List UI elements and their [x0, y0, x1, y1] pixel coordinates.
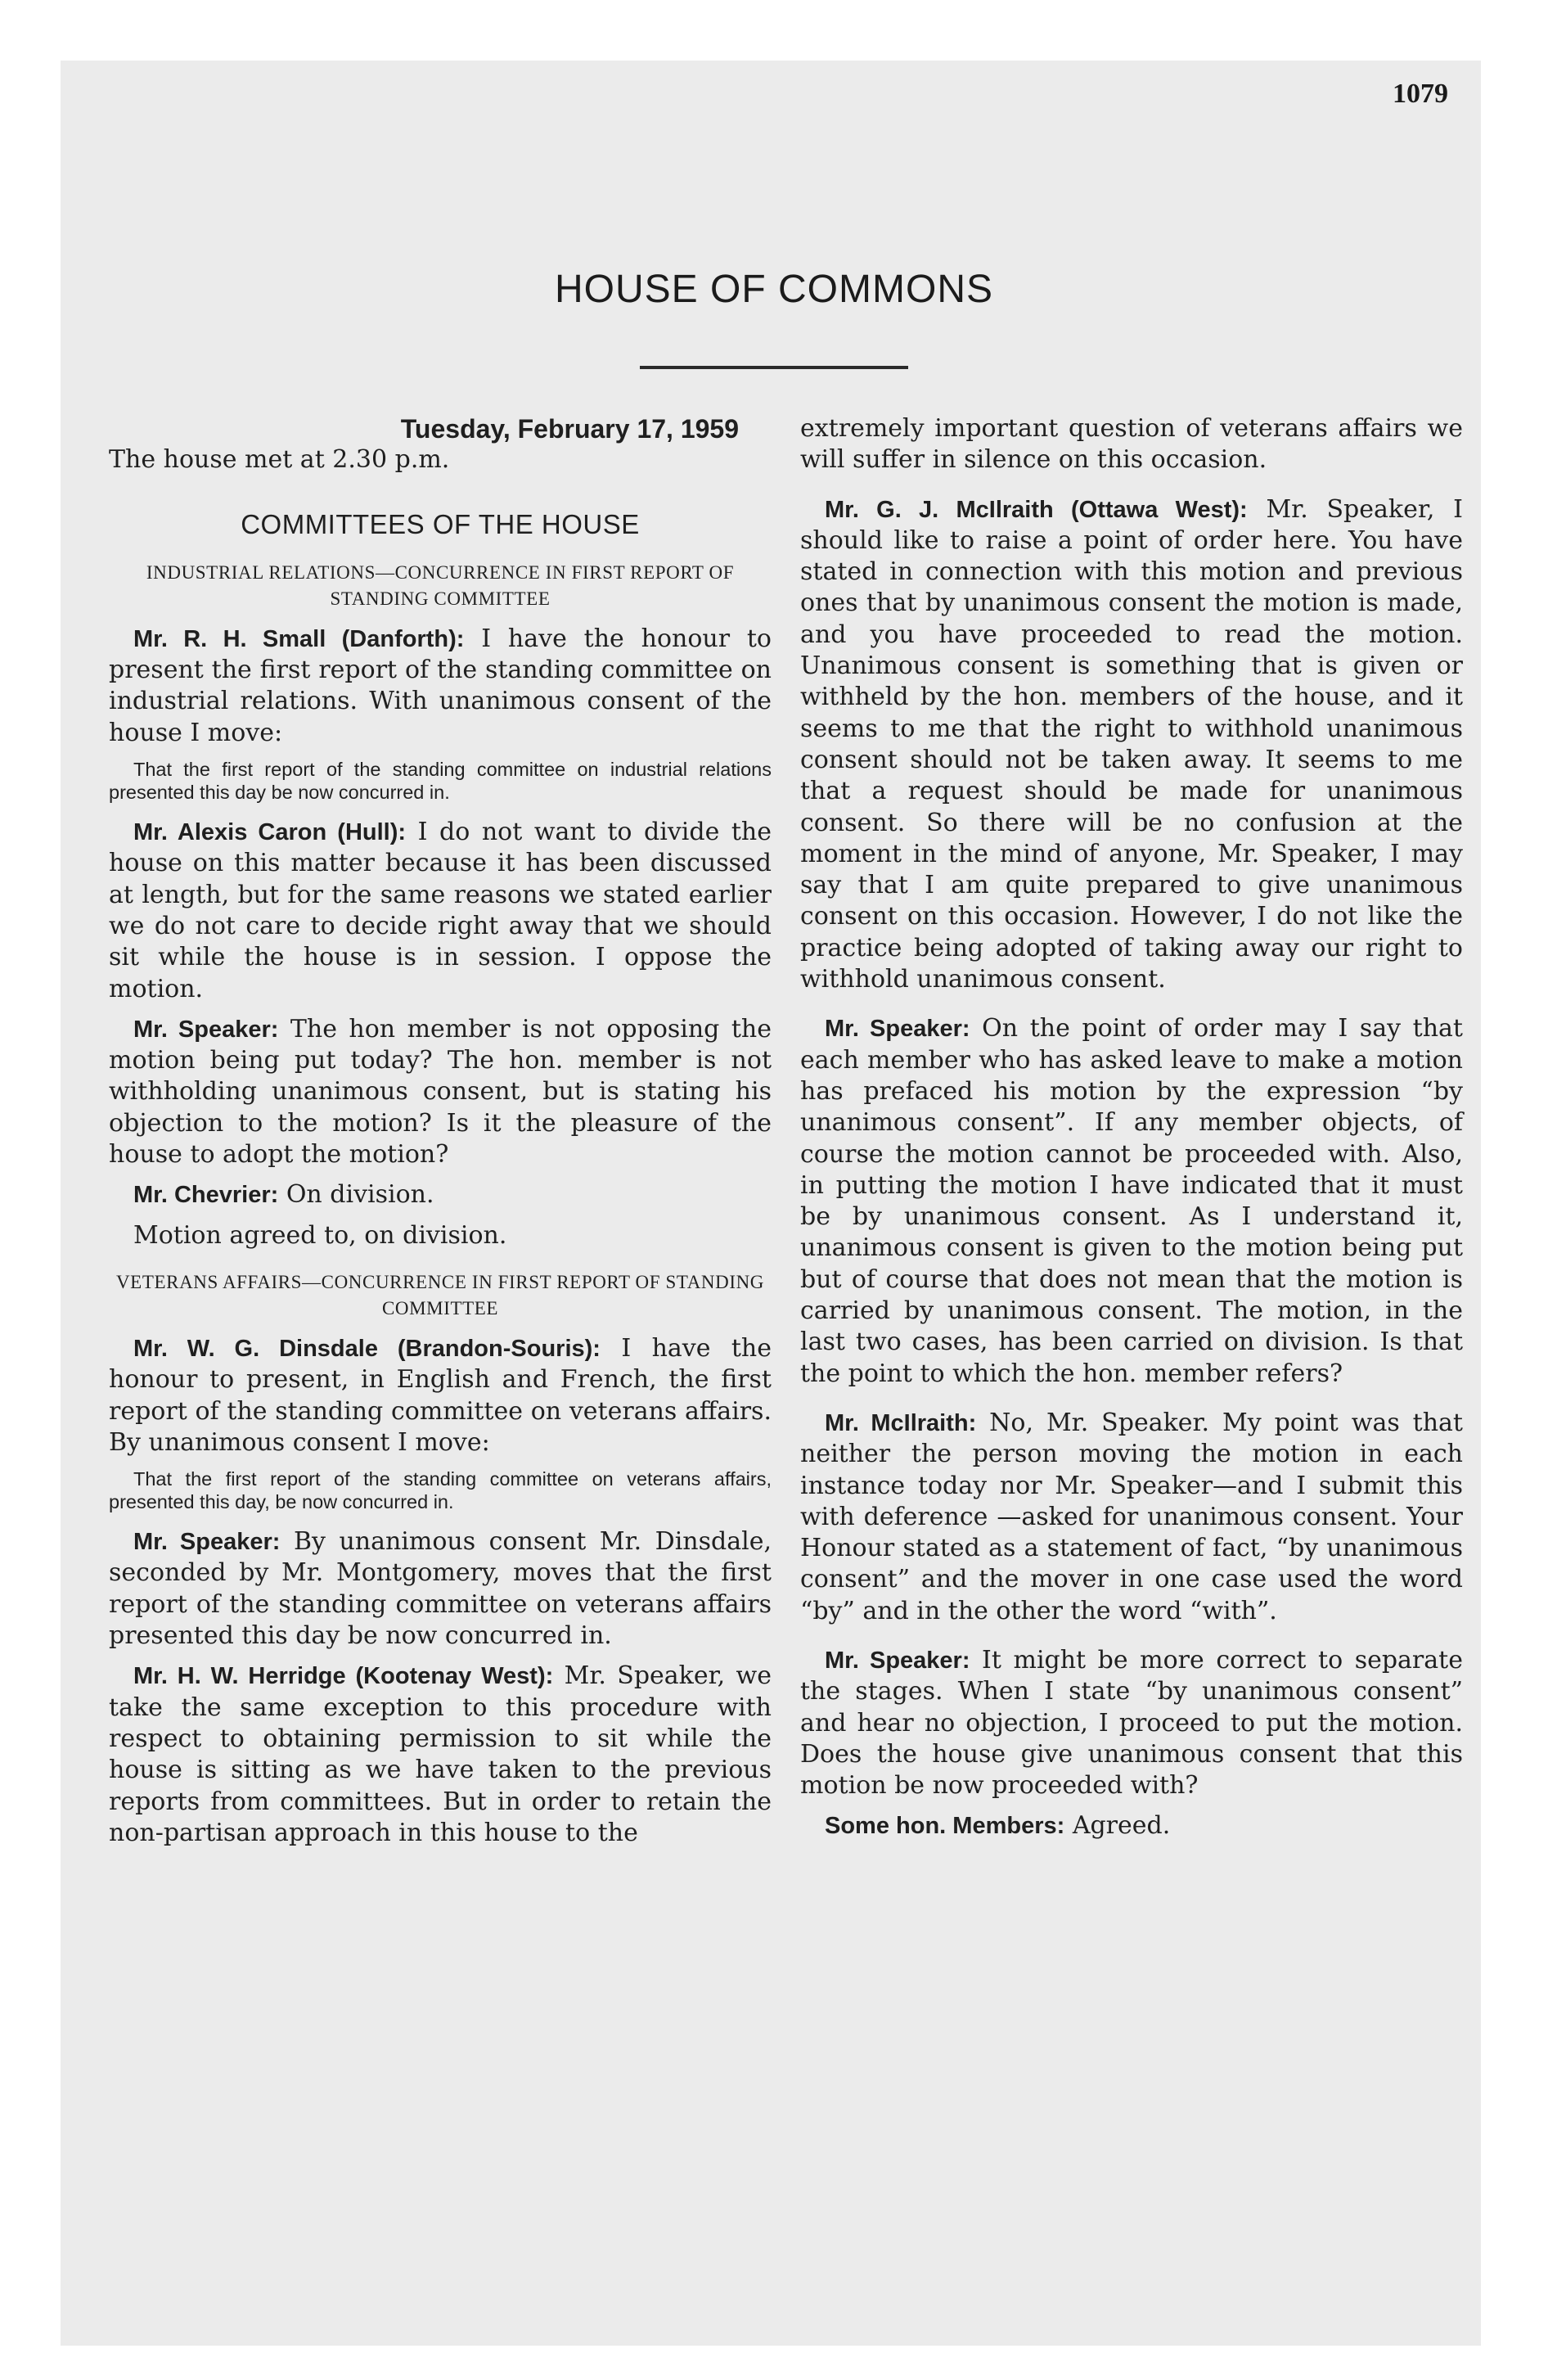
- running-header-title: HOUSE OF COMMONS: [554, 268, 993, 311]
- subheading-industrial-relations: INDUSTRIAL RELATIONS—CONCURRENCE IN FIRST REPORT OF STANDING COMMITTEE: [146, 561, 735, 609]
- speech-speaker-3: [800, 1013, 1463, 1390]
- motion-industrial-relations: That the first report of the standing committee on industrial relations presented this day be now concurred in.: [109, 759, 772, 804]
- speaker-name: Mr. W. G. Dinsdale (Brandon-Souris):: [133, 1335, 601, 1362]
- speech-text: No, Mr. Speaker. My point was that neither the person moving the motion in each instance today nor Mr. Speaker—and I submit this with deference —asked for unanimous consent. Your Honour stated as a statement of fact, “by unanimous consent” and the mover in one case used the word “by” and in the other the word “with”.: [800, 1408, 1463, 1625]
- header-rule: [640, 366, 908, 369]
- speaker-name: Mr. Chevrier:: [133, 1182, 279, 1209]
- speaker-name: Mr. H. W. Herridge (Kootenay West):: [133, 1663, 554, 1690]
- speech-dinsdale: [109, 1333, 772, 1458]
- speech-text: On the point of order may I say that each member who has asked leave to make a motion has prefaced his motion by the expression “by unanimous consent”. If any member objects, of course the motion cannot be proceeded with. Also, in putting the motion I have indicated that it must be by unanimous consent. As I understand it, unanimous consent is given to the motion being put but of course that does not mean that the motion is carried by unanimous consent. The motion, in the last two cases, has been carried on division. Is that the point to which the hon. member refers?: [800, 1014, 1463, 1388]
- speaker-name: Mr. Speaker:: [825, 1647, 970, 1674]
- speech-text: I have the honour to present the first report of the standing committee on industrial relations. With unanimous consent of the house I move:: [109, 624, 772, 747]
- speaker-name: Mr. Speaker:: [133, 1529, 281, 1556]
- speaker-name: Mr. Speaker:: [825, 1016, 970, 1043]
- speech-herridge-continued: extremely important question of veterans affairs we will suffer in silence on this occasion.: [800, 414, 1463, 475]
- speech-members: [800, 1810, 1463, 1841]
- speech-herridge: [109, 1661, 772, 1849]
- speaker-name: Mr. Alexis Caron (Hull):: [133, 819, 407, 846]
- speech-text: I have the honour to present, in English and French, the first report of the standing committee on veterans affairs. By unanimous consent I move:: [109, 1333, 772, 1457]
- speech-speaker-1: [109, 1014, 772, 1170]
- house-met-line: The house met at 2.30 p.m.: [109, 445, 450, 475]
- speech-text: By unanimous consent Mr. Dinsdale, seconded by Mr. Montgomery, moves that the first report of the standing committee on veterans affairs presented this day be now concurred in.: [109, 1527, 772, 1651]
- speaker-name: Mr. R. H. Small (Danforth):: [133, 625, 465, 652]
- right-column: [800, 413, 1463, 1851]
- left-column: [109, 413, 772, 1858]
- session-date: Tuesday, February 17, 1959: [400, 414, 739, 444]
- speech-small: [109, 624, 772, 749]
- speaker-name: Some hon. Members:: [825, 1813, 1065, 1840]
- speaker-name: Mr. G. J. McIlraith (Ottawa West):: [825, 496, 1248, 523]
- speech-text: Agreed.: [1064, 1811, 1171, 1841]
- speech-mcilraith-2: [800, 1408, 1463, 1627]
- subheading-veterans-affairs: VETERANS AFFAIRS—CONCURRENCE IN FIRST REPORT OF STANDING COMMITTEE: [115, 1271, 765, 1318]
- motion-veterans-affairs: That the first report of the standing committee on veterans affairs, presented this day, be now concurred in.: [109, 1468, 772, 1513]
- speech-text: It might be more correct to separate the stages. When I state “by unanimous consent” and hear no objection, I proceed to put the motion. Does the house give unanimous consent that this motion be now proceeded with?: [800, 1645, 1463, 1801]
- speech-text: Mr. Speaker, I should like to raise a point of order here. You have stated in connection with this motion and previous ones that by unanimous consent the motion is made, and you have proceeded to read the motion. Unanimous consent is something that is given or withheld by the hon. members of the house, and it seems to me that the right to withhold unanimous consent should not be taken away. It seems to me that a request should be made for unanimous consent. So there will be no confusion at the moment in the mind of anyone, Mr. Speaker, I may say that I am quite prepared to give unanimous consent on this occasion. However, I do not like the practice being adopted of taking away our right to withhold unanimous consent.: [800, 494, 1463, 994]
- speaker-name: Mr. Speaker:: [133, 1016, 279, 1043]
- speech-mcilraith-1: [800, 494, 1463, 996]
- speech-text: On division.: [278, 1180, 434, 1210]
- speech-speaker-4: [800, 1645, 1463, 1801]
- speech-text: I do not want to divide the house on this matter because it has been discussed at length, but for the same reasons we stated earlier we do not care to decide right away that we should sit while the house is in session. I oppose the motion.: [109, 818, 772, 1003]
- speech-caron: [109, 817, 772, 1005]
- section-heading: COMMITTEES OF THE HOUSE: [241, 508, 640, 539]
- speaker-name: Mr. McIlraith:: [825, 1409, 977, 1436]
- speech-chevrier: [109, 1179, 772, 1210]
- page-number: 1079: [1393, 79, 1448, 109]
- speech-text: The hon member is not opposing the motion being put today? The hon. member is not withholding unanimous consent, but is stating his objection to the motion? Is it the pleasure of the house to adopt the motion?: [109, 1014, 772, 1170]
- motion-agreed: Motion agreed to, on division.: [133, 1220, 507, 1250]
- speech-text: Mr. Speaker, we take the same exception to this procedure with respect to obtaining permission to sit while the house is sitting as we have taken to the previous reports from committees. But in order to retain the non-partisan approach in this house to the: [109, 1661, 772, 1847]
- speech-speaker-2: [109, 1526, 772, 1652]
